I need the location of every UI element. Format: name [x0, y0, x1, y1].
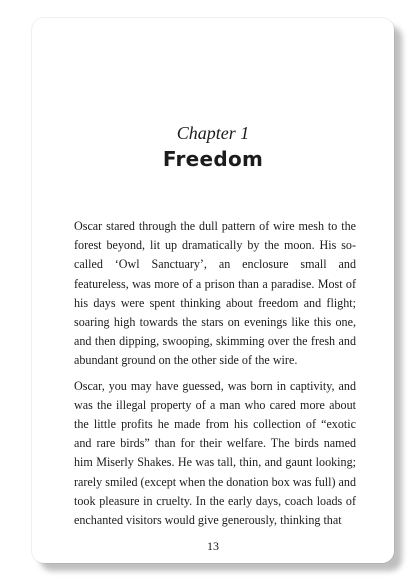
chapter-body	[74, 217, 356, 530]
chapter-title: Freedom	[162, 147, 264, 171]
paragraph-2: Oscar, you may have guessed, was born in captivity, and was the illegal property of a man who cared more about the little profits he made from his collection of “exotic and rare birds” than for their welfare. The birds named him Miserly Shakes. He was tall, thin, and gaunt looking; rarely smiled (except when the donation box was full) and took pleasure in cruelty. In the early days, coach loads of enchanted visitors would give generously, thinking that	[74, 378, 356, 528]
chapter-label: Chapter 1	[176, 123, 250, 143]
page-number: 13	[207, 539, 219, 553]
paragraph-1: Oscar stared through the dull pattern of wire mesh to the forest beyond, lit up dramatically by the moon. His so-called ‘Owl Sanctuary’, an enclosure small and featureless, was more of a prison than a paradise. Most of his days were spent thinking about freedom and flight; soaring high towards the stars on evenings like this one, and then dipping, swooping, skimming over the fresh and abundant ground on the other side of the wire.	[74, 219, 356, 368]
book-page	[32, 18, 394, 563]
